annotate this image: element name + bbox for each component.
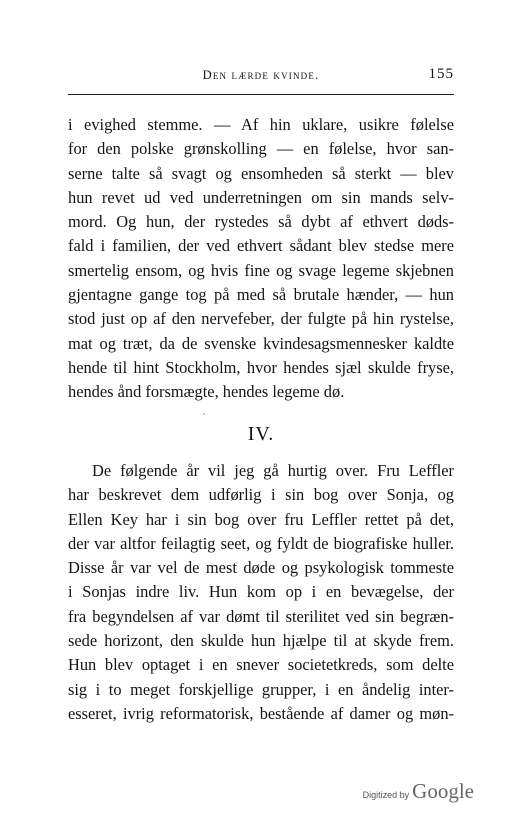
text-line: fald i familien, der ved ethvert sådant blev stedse mere — [68, 236, 454, 256]
text-line: mord. Og hun, der rystedes så dybt af ethvert døds- — [68, 212, 454, 232]
text-line: Disse år var vel de mest døde og psykologisk tommeste — [68, 558, 454, 578]
paragraph-bottom — [68, 459, 454, 726]
text-line: De følgende år vil jeg gå hurtig over. Fru Leffler — [92, 461, 454, 480]
running-title: Den lærde kvinde. — [202, 68, 320, 82]
text-line: for den polske grønskolling — en følelse, hvor san- — [68, 139, 454, 159]
text-line: har beskrevet dem udførlig i sin bog over Sonja, og — [68, 485, 454, 505]
text-line: hende til hint Stockholm, hvor hendes sjæl skulde fryse, — [68, 357, 454, 377]
digitized-watermark — [363, 779, 474, 804]
header-rule — [68, 94, 454, 95]
text-line: smertelig ensom, og hvis fine og svage legeme skjebnen — [68, 260, 454, 280]
text-line: fra begyndelsen af var dømt til sterilitet ved sin begræn- — [68, 606, 454, 626]
watermark-prefix: Digitized by — [362, 790, 410, 800]
section-heading: IV. — [247, 423, 275, 445]
text-line: sig i to meget forskjellige grupper, i en åndelig inter- — [68, 679, 454, 699]
text-line: der var altfor feilagtig seet, og fyldt de biografiske huller. — [68, 533, 454, 553]
text-line: serne talte så svagt og ensomheden så sterkt — blev — [68, 163, 454, 183]
text-line: stod just op af den nervefeber, der fulgte på hin rystelse, — [68, 309, 454, 329]
text-line: sede horizont, den skulde hun hjælpe til at skyde frem. — [68, 631, 454, 651]
text-line: i Sonjas indre liv. Hun kom op i en bevægelse, der — [68, 582, 454, 602]
google-logo: Google — [412, 779, 474, 803]
text-line: i evighed stemme. — Af hin uklare, usikre følelse — [68, 115, 454, 134]
text-line: hendes ånd forsmægte, hendes legeme dø. — [68, 382, 345, 402]
text-line: mat og træt, da de svenske kvindesagsmennesker kaldte — [68, 333, 454, 353]
text-line: Hun blev optaget i en snever societetkreds, som delte — [68, 655, 454, 675]
text-line: esseret, ivrig reformatorisk, bestående af damer og møn- — [68, 703, 454, 723]
paragraph-top — [68, 113, 454, 405]
text-line: gjentagne gange tog på med så brutale hænder, — hun — [68, 285, 454, 305]
paper-speck — [203, 413, 205, 415]
text-line: hun revet ud ved underretningen om sin mands selv- — [68, 187, 454, 207]
running-head — [68, 66, 454, 86]
text-line: Ellen Key har i sin bog over fru Leffler rettet på det, — [68, 509, 454, 529]
page-number: 155 — [428, 66, 454, 82]
